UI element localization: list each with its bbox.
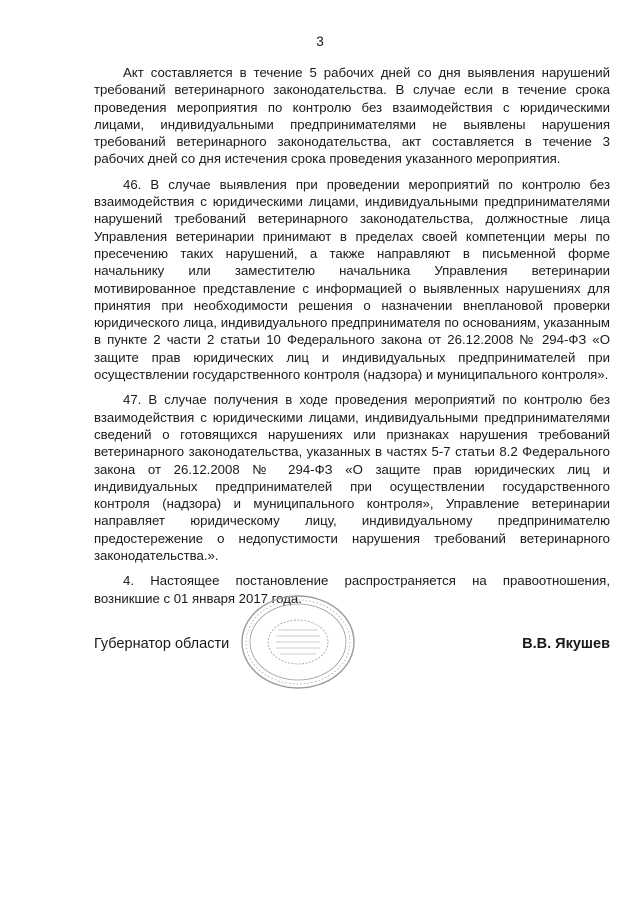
- paragraph-4: 4. Настоящее постановление распространяется на правоотношения, возникшие с 01 января 2017 года.: [94, 573, 610, 606]
- signatory-name: В.В. Якушев: [522, 636, 610, 652]
- paragraph-46: 46. В случае выявления при проведении мероприятий по контролю без взаимодействия с юридическими лицами, индивидуальными предпринимателями нарушений требований ветеринарного законодательства, должностные лица Управления ветеринарии принимают в пределах своей компетенции меры по пресечению таких нарушений, а также направляют в письменной форме начальнику или заместителю начальника Управления ветеринарии мотивированное представление с информацией о выявленных нарушениях для принятия при необходимости решения о назначении внеплановой проверки юридического лица, индивидуального предпринимателя по основаниям, указанным в пункте 2 части 2 статьи 10 Федерального закона от 26.12.2008 № 294-ФЗ «О защите прав юридических лиц и индивидуальных предпринимателей при осуществлении государственного контроля (надзора) и муниципального контроля».: [94, 176, 610, 383]
- paragraph-47: 47. В случае получения в ходе проведения мероприятий по контролю без взаимодействия с юридическими лицами, индивидуальными предпринимателями сведений о готовящихся нарушениях или признаках нарушения требований ветеринарного законодательства, указанных в частях 5-7 статьи 8.2 Федерального закона от 26.12.2008 № 294-ФЗ «О защите прав юридических лиц и индивидуальных предпринимателей при осуществлении государственного контроля (надзора) и муниципального контроля», Управление ветеринарии направляет юридическому лицу, индивидуальному предпринимателю предостережение о недопустимости нарушения требований ветеринарного законодательства.».: [94, 392, 610, 564]
- document-body: [94, 64, 610, 615]
- signatory-position: Губернатор области: [94, 636, 230, 652]
- page-number: 3: [316, 34, 324, 49]
- paragraph-act-deadline: Акт составляется в течение 5 рабочих дней со дня выявления нарушений требований ветеринарного законодательства. В случае если в течение срока проведения мероприятия по контролю без взаимодействия с юридическими лицами, индивидуальными предпринимателями не выявлены нарушения требований ветеринарного законодательства, акт составляется в течение 3 рабочих дней со дня истечения срока проведения указанного мероприятия.: [94, 65, 610, 167]
- signature-block: [94, 636, 610, 656]
